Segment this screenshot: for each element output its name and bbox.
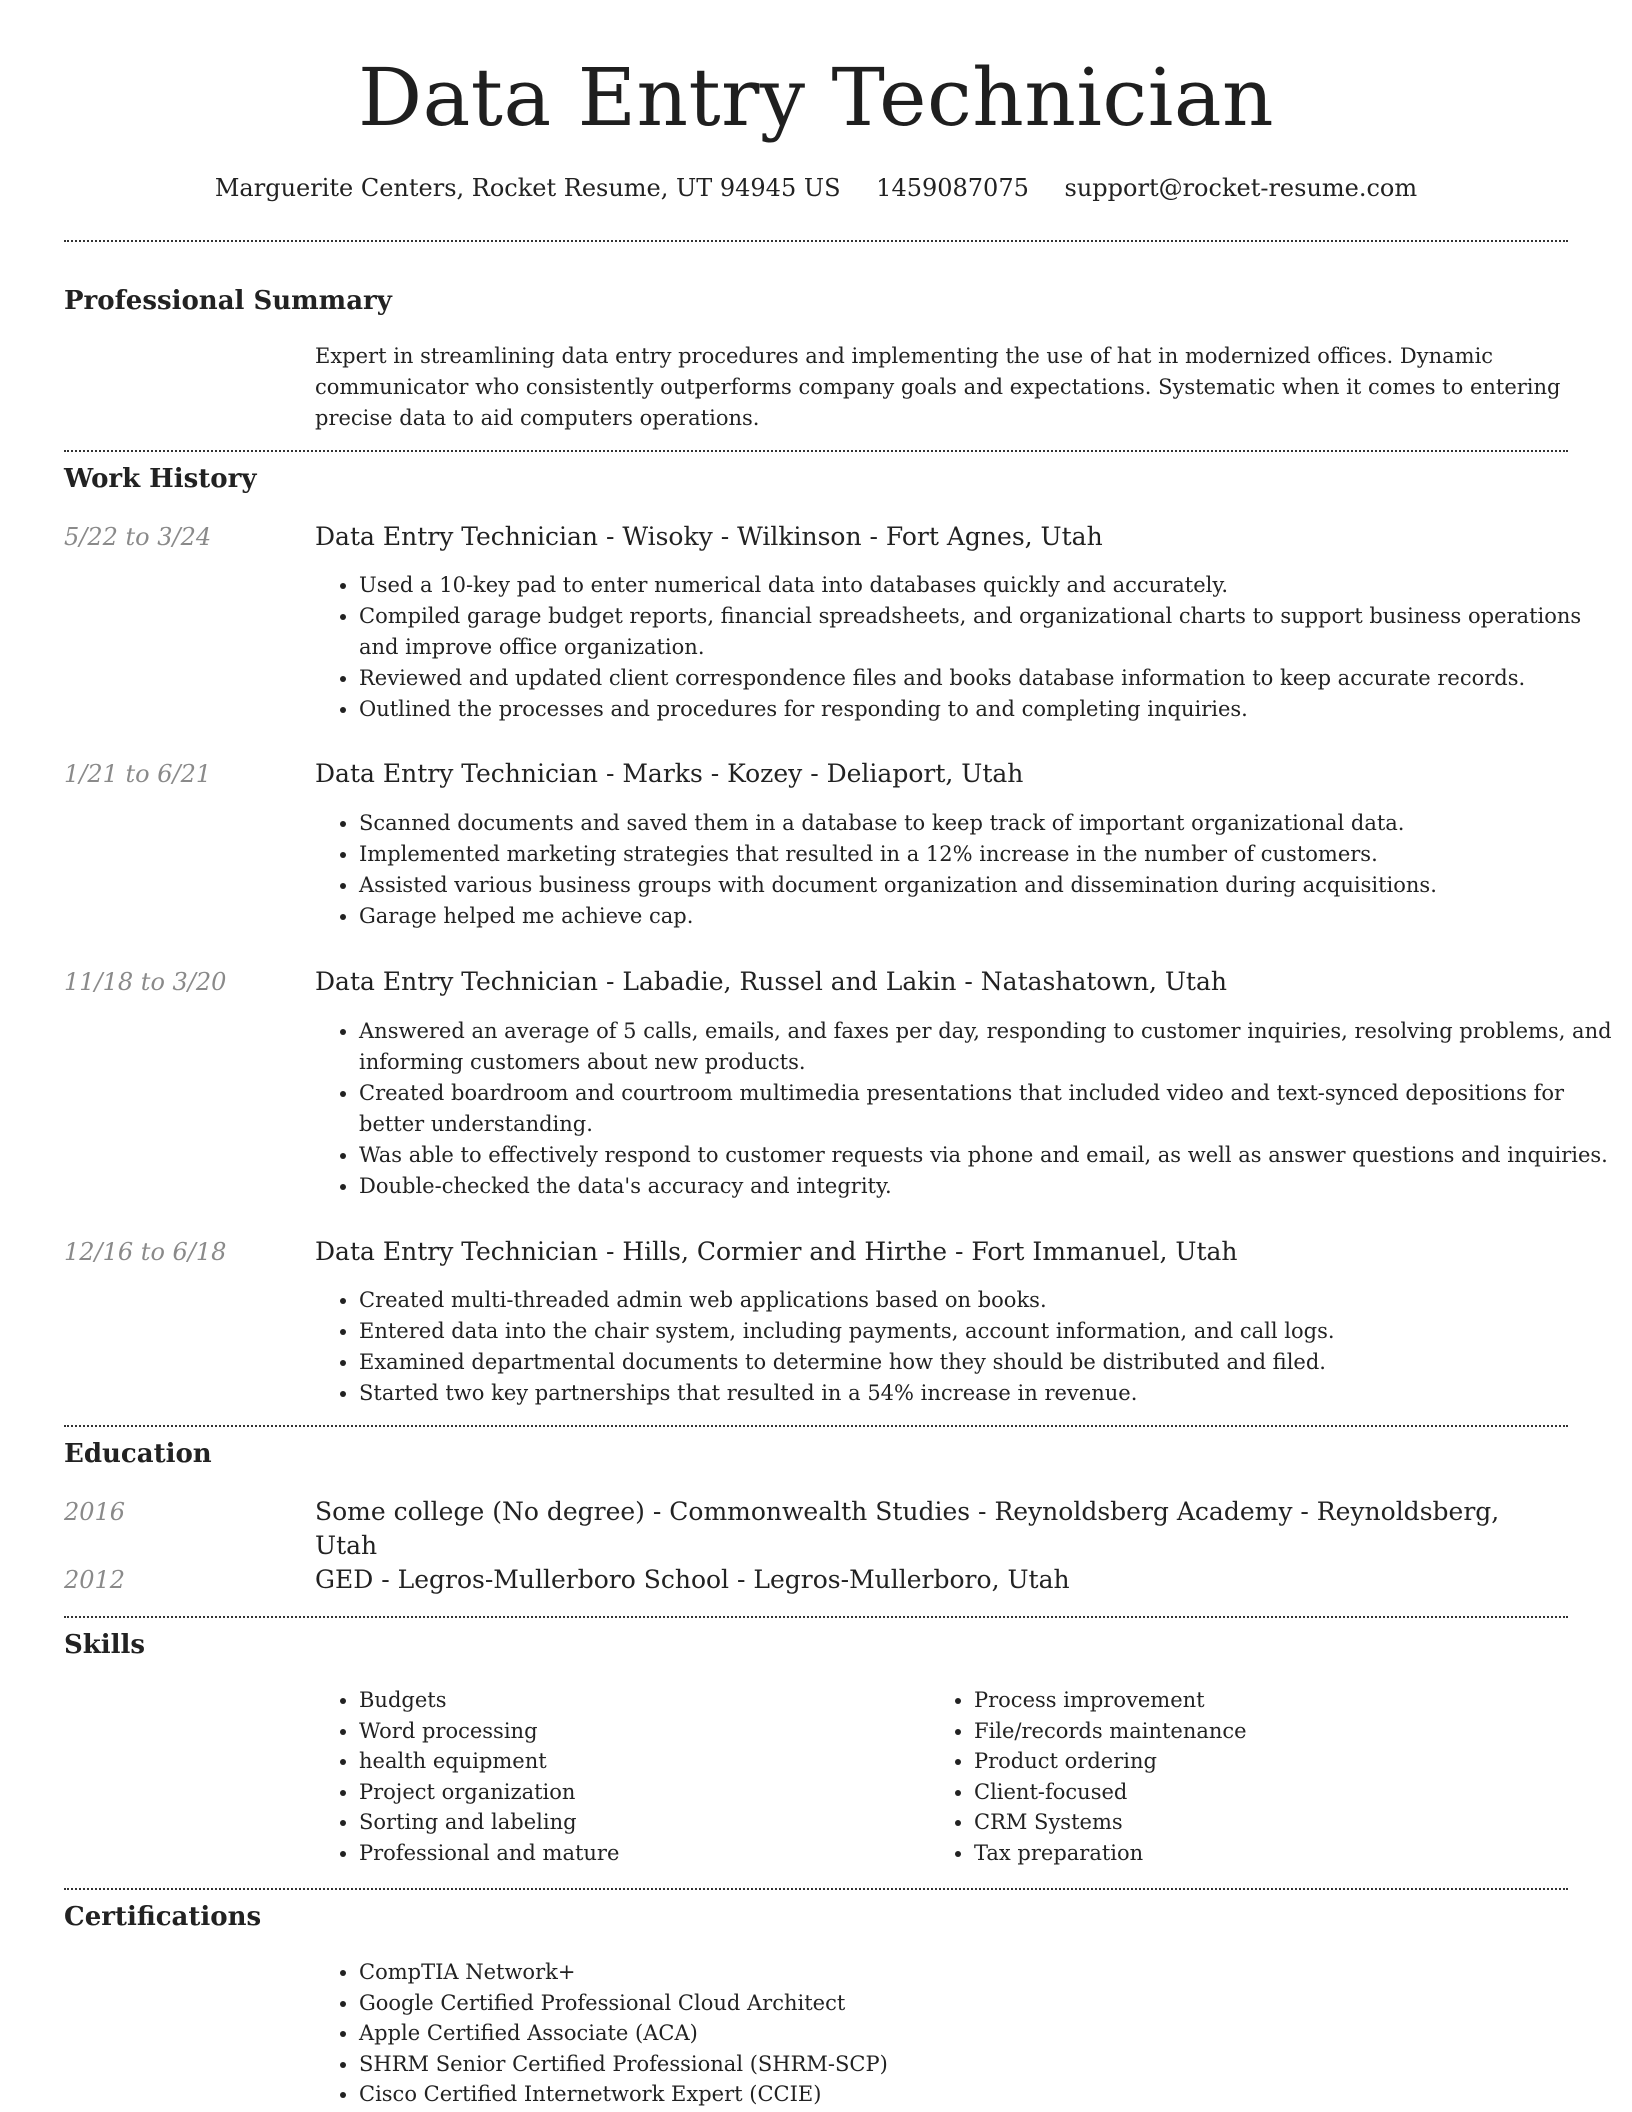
education-year: 2016 <box>64 1498 126 1526</box>
work-history-section <box>64 461 1568 497</box>
summary-heading: Professional Summary <box>64 286 392 316</box>
section-divider <box>64 450 1568 452</box>
education-entry: Some college (No degree) - Commonwealth Studies - Reynoldsberg Academy - Reynoldsberg, Utah <box>315 1497 1500 1560</box>
skills-section <box>64 1627 1568 1663</box>
list-item: • Double-checked the data's accuracy and integrity. <box>359 1171 1612 1202</box>
list-item: • Apple Certified Associate (ACA) <box>359 2018 1359 2049</box>
list-item: • Implemented marketing strategies that resulted in a 12% increase in the number of customers. <box>359 839 1612 870</box>
list-item: • Budgets <box>359 1685 919 1716</box>
education-heading: Education <box>64 1439 212 1469</box>
list-item: • Was able to effectively respond to customer requests via phone and email, as well as answer questions and inquiries. <box>359 1140 1612 1171</box>
list-item: • Client-focused <box>974 1777 1574 1808</box>
section-divider <box>64 1888 1568 1890</box>
job-bullets <box>315 570 1612 725</box>
summary-section <box>64 283 1568 319</box>
certifications-list <box>315 1957 1359 2110</box>
candidate-title: Data Entry Technician <box>357 51 1275 144</box>
job-title: Data Entry Technician - Labadie, Russel and Lakin - Natashatown, Utah <box>315 967 1227 996</box>
list-item: • Outlined the processes and procedures for responding to and completing inquiries. <box>359 694 1612 725</box>
list-item: • Professional and mature <box>359 1838 919 1869</box>
list-item: • SHRM Senior Certified Professional (SHRM-SCP) <box>359 2049 1359 2080</box>
list-item: • Sorting and labeling <box>359 1807 919 1838</box>
job-title: Data Entry Technician - Marks - Kozey - Deliaport, Utah <box>315 759 1024 788</box>
job-dates: 1/21 to 6/21 <box>64 760 212 788</box>
certifications-heading: Certifications <box>64 1902 262 1932</box>
list-item: • Started two key partnerships that resulted in a 54% increase in revenue. <box>359 1378 1612 1409</box>
contact-phone: 1459087075 <box>876 174 1029 202</box>
list-item: • Created boardroom and courtroom multimedia presentations that included video and text-synced depositions for better understanding. <box>359 1078 1612 1140</box>
list-item: • Google Certified Professional Cloud Architect <box>359 1988 1359 2019</box>
list-item: • Product ordering <box>974 1746 1574 1777</box>
list-item: • Used a 10-key pad to enter numerical data into databases quickly and accurately. <box>359 570 1612 601</box>
list-item: • Process improvement <box>974 1685 1574 1716</box>
job-dates: 11/18 to 3/20 <box>64 968 227 996</box>
list-item: • Compiled garage budget reports, financial spreadsheets, and organizational charts to support business operations and improve office organization. <box>359 601 1612 663</box>
section-divider <box>64 1425 1568 1427</box>
list-item: • Project organization <box>359 1777 919 1808</box>
education-entry: GED - Legros-Mullerboro School - Legros-Mullerboro, Utah <box>315 1565 1070 1594</box>
job-dates: 5/22 to 3/24 <box>64 523 212 551</box>
list-item: • health equipment <box>359 1746 919 1777</box>
skills-heading: Skills <box>64 1630 146 1660</box>
job-title: Data Entry Technician - Hills, Cormier and Hirthe - Fort Immanuel, Utah <box>315 1237 1238 1266</box>
contact-address: Marguerite Centers, Rocket Resume, UT 94945 US <box>214 174 841 202</box>
section-divider <box>64 240 1568 242</box>
list-item: • Entered data into the chair system, including payments, account information, and call logs. <box>359 1316 1612 1347</box>
list-item: • Garage helped me achieve cap. <box>359 901 1612 932</box>
list-item: • Created multi-threaded admin web applications based on books. <box>359 1285 1612 1316</box>
job-bullets <box>315 808 1612 932</box>
job-title: Data Entry Technician - Wisoky - Wilkinson - Fort Agnes, Utah <box>315 522 1103 551</box>
skills-list-right <box>930 1685 1574 1868</box>
skills-list-left <box>315 1685 919 1868</box>
list-item: • Cisco Certified Internetwork Expert (CCIE) <box>359 2079 1359 2110</box>
list-item: • Scanned documents and saved them in a database to keep track of important organizational data. <box>359 808 1612 839</box>
job-bullets <box>315 1016 1612 1202</box>
list-item: • Answered an average of 5 calls, emails, and faxes per day, responding to customer inquiries, resolving problems, and informing customers about new products. <box>359 1016 1612 1078</box>
list-item: • Word processing <box>359 1716 919 1747</box>
list-item: • Examined departmental documents to determine how they should be distributed and filed. <box>359 1347 1612 1378</box>
education-year: 2012 <box>64 1566 126 1594</box>
certifications-section <box>64 1899 1568 1935</box>
list-item: • CRM Systems <box>974 1807 1574 1838</box>
education-section <box>64 1436 1568 1472</box>
job-bullets <box>315 1285 1612 1409</box>
list-item: • CompTIA Network+ <box>359 1957 1359 1988</box>
list-item: • File/records maintenance <box>974 1716 1574 1747</box>
contact-line <box>0 170 1632 206</box>
contact-email: support@rocket-resume.com <box>1064 174 1418 202</box>
section-divider <box>64 1616 1568 1618</box>
list-item: • Reviewed and updated client correspondence files and books database information to keep accurate records. <box>359 663 1612 694</box>
job-dates: 12/16 to 6/18 <box>64 1238 227 1266</box>
list-item: • Assisted various business groups with document organization and dissemination during acquisitions. <box>359 870 1612 901</box>
list-item: • Tax preparation <box>974 1838 1574 1869</box>
summary-text: Expert in streamlining data entry procedures and implementing the use of hat in modernized offices. Dynamic communicator who consistently outperforms company goals and expectations. Systematic when it comes to entering precise data to aid computers operations. <box>315 344 1561 430</box>
work-history-heading: Work History <box>64 464 257 494</box>
